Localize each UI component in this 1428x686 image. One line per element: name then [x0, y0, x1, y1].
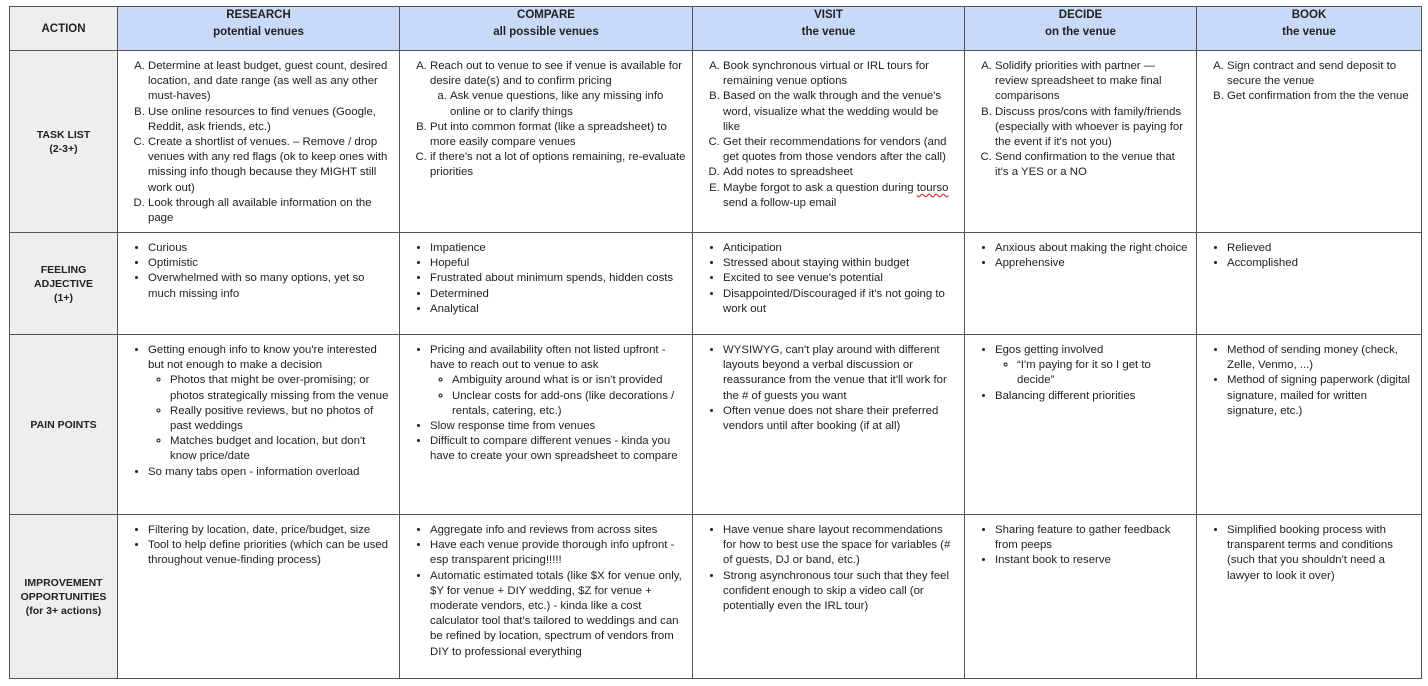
list-item: B. Get confirmation from the the venue	[1227, 89, 1415, 104]
list-item: • Aggregate info and reviews from across sites	[430, 523, 686, 538]
pain-book-cell	[1197, 335, 1422, 515]
list-item: • Impatience	[430, 241, 686, 256]
task-list-row	[10, 51, 1422, 233]
list-item: • WYSIWYG, can't play around with different layouts beyond a verbal discussion or reassurance from the venue that it'll work for the # of guests you want	[723, 343, 958, 404]
header-row	[10, 7, 1422, 51]
pain-research-cell	[118, 335, 400, 515]
list-item: • Sharing feature to gather feedback from peeps	[995, 523, 1190, 553]
list-item: • Slow response time from venues	[430, 419, 686, 434]
task-book-cell	[1197, 51, 1422, 233]
list-item: ◦ Photos that might be over-promising; or photos strategically missing from the venue	[170, 373, 393, 403]
stage-name: RESEARCH	[226, 9, 291, 21]
improvement-row	[10, 515, 1422, 679]
list-item: • Pricing and availability often not listed upfront - have to reach out to venue to ask ◦ Ambiguity around what is or isn't provided ◦ Unclear costs for add-ons (like decorations / rentals, catering, etc.)	[430, 343, 686, 419]
feeling-visit-cell	[693, 233, 965, 335]
list-item: C. Get their recommendations for vendors (and get quotes from those vendors after the call)	[723, 135, 958, 165]
list-item: • Disappointed/Discouraged if it's not going to work out	[723, 287, 958, 317]
list-item: ◦ Ambiguity around what is or isn't provided	[452, 373, 686, 388]
list-item: a. Ask venue questions, like any missing info online or to clarify things	[450, 89, 686, 119]
list-item: ◦ Really positive reviews, but no photos of past weddings	[170, 404, 393, 434]
stage-book	[1197, 7, 1422, 51]
list-item: • Balancing different priorities	[995, 389, 1190, 404]
list-item: ◦ “I'm paying for it so I get to decide”	[1017, 358, 1190, 388]
list-item: B. Use online resources to find venues (Google, Reddit, ask friends, etc.)	[148, 105, 393, 135]
list-item: • Simplified booking process with transparent terms and conditions (such that you shouldn't need a lawyer to look it over)	[1227, 523, 1415, 584]
list-item: • Stressed about staying within budget	[723, 256, 958, 271]
pain-visit-cell	[693, 335, 965, 515]
list-item: • Have venue share layout recommendations for how to best use the space for variables (# of guests, DJ or band, etc.)	[723, 523, 958, 569]
list-item: • Excited to see venue's potential	[723, 271, 958, 286]
list-item: C. if there's not a lot of options remaining, re-evaluate priorities	[430, 150, 686, 180]
list-item: • Anxious about making the right choice	[995, 241, 1190, 256]
list-item: C. Send confirmation to the venue that it's a YES or a NO	[995, 150, 1190, 180]
list-item: • Curious	[148, 241, 393, 256]
task-decide-cell	[965, 51, 1197, 233]
list-item: • Overwhelmed with so many options, yet so much missing info	[148, 271, 393, 301]
action-header: ACTION	[10, 7, 118, 51]
journey-map-table	[9, 6, 1422, 679]
stage-name: COMPARE	[517, 9, 575, 21]
list-item: • Relieved	[1227, 241, 1415, 256]
list-item: • Method of sending money (check, Zelle, Venmo, ...)	[1227, 343, 1415, 373]
list-item: A. Sign contract and send deposit to secure the venue	[1227, 59, 1415, 89]
feeling-row	[10, 233, 1422, 335]
improve-decide-cell	[965, 515, 1197, 679]
list-item: • Instant book to reserve	[995, 553, 1190, 568]
list-item: • Getting enough info to know you're interested but not enough to make a decision ◦ Photos that might be over-promising; or photos strategically missing from the venue ◦ Really positive reviews, but no photos of past weddings ◦ Matches budget and location, but don't know price/date	[148, 343, 393, 465]
row-label-pain-points: PAIN POINTS	[10, 335, 118, 515]
list-item: • Egos getting involved ◦ “I'm paying for it so I get to decide”	[995, 343, 1190, 389]
stage-visit	[693, 7, 965, 51]
pain-compare-cell	[400, 335, 693, 515]
row-label-task-list: TASK LIST (2-3+)	[10, 51, 118, 233]
list-item: • Filtering by location, date, price/budget, size	[148, 523, 393, 538]
stage-decide	[965, 7, 1197, 51]
list-item: • Optimistic	[148, 256, 393, 271]
task-research-cell	[118, 51, 400, 233]
feeling-research-cell	[118, 233, 400, 335]
list-item: • Strong asynchronous tour such that they feel confident enough to skip a video call (or potentially even the IRL tour)	[723, 569, 958, 615]
task-visit-cell	[693, 51, 965, 233]
list-item: • Determined	[430, 287, 686, 302]
list-item: • Have each venue provide thorough info upfront - esp transparent pricing!!!!!	[430, 538, 686, 568]
stage-sub: the venue	[1282, 26, 1336, 38]
row-label-improvement: IMPROVEMENT OPPORTUNITIES (for 3+ actions)	[10, 515, 118, 679]
pain-decide-cell	[965, 335, 1197, 515]
list-item: ◦ Unclear costs for add-ons (like decorations / rentals, catering, etc.)	[452, 389, 686, 419]
list-item: • Automatic estimated totals (like $X for venue only, $Y for venue + DIY wedding, $Z for venue + moderate vendors, etc.) - kinda like a cost calculator tool that's tailored to weddings and can be refined by location, spectrum of vendors from DIY to professional everything	[430, 569, 686, 660]
list-item: B. Based on the walk through and the venue's word, visualize what the wedding would be like	[723, 89, 958, 135]
task-compare-cell	[400, 51, 693, 233]
list-item: B. Discuss pros/cons with family/friends (especially with whoever is paying for the event if it's not you)	[995, 105, 1190, 151]
list-item: ◦ Matches budget and location, but don't know price/date	[170, 434, 393, 464]
feeling-book-cell	[1197, 233, 1422, 335]
list-item: • Difficult to compare different venues - kinda you have to create your own spreadsheet to compare	[430, 434, 686, 464]
list-item: C. Create a shortlist of venues. – Remove / drop venues with any red flags (ok to keep ones with missing info though because they MIGHT still work out)	[148, 135, 393, 196]
spelling-error-word: tourso	[916, 181, 949, 194]
list-item: A. Solidify priorities with partner — review spreadsheet to make final comparisons	[995, 59, 1190, 105]
list-item: A. Determine at least budget, guest count, desired location, and date range (as well as any other must-haves)	[148, 59, 393, 105]
improve-research-cell	[118, 515, 400, 679]
list-item: • Frustrated about minimum spends, hidden costs	[430, 271, 686, 286]
list-item: • Often venue does not share their preferred vendors until after booking (if at all)	[723, 404, 958, 434]
list-item: A. Book synchronous virtual or IRL tours for remaining venue options	[723, 59, 958, 89]
list-item: • Method of signing paperwork (digital signature, mailed for written signature, etc.)	[1227, 373, 1415, 419]
improve-compare-cell	[400, 515, 693, 679]
pain-points-row	[10, 335, 1422, 515]
stage-name: BOOK	[1291, 9, 1327, 21]
list-item: B. Put into common format (like a spreadsheet) to more easily compare venues	[430, 120, 686, 150]
list-item: • Apprehensive	[995, 256, 1190, 271]
list-item: • Accomplished	[1227, 256, 1415, 271]
list-item: • Hopeful	[430, 256, 686, 271]
stage-name: VISIT	[814, 9, 843, 21]
stage-research	[118, 7, 400, 51]
stage-sub: on the venue	[1045, 26, 1116, 38]
stage-compare	[400, 7, 693, 51]
feeling-compare-cell	[400, 233, 693, 335]
stage-sub: all possible venues	[493, 26, 599, 38]
list-item: • So many tabs open - information overload	[148, 465, 393, 480]
stage-sub: the venue	[801, 26, 856, 38]
row-label-feeling: FEELING ADJECTIVE (1+)	[10, 233, 118, 335]
list-item: A. Reach out to venue to see if venue is available for desire date(s) and to confirm pricing a. Ask venue questions, like any missing info online or to clarify things	[430, 59, 686, 120]
improve-visit-cell	[693, 515, 965, 679]
stage-name: DECIDE	[1058, 9, 1103, 21]
list-item: D. Add notes to spreadsheet	[723, 165, 958, 180]
feeling-decide-cell	[965, 233, 1197, 335]
list-item: • Analytical	[430, 302, 686, 317]
list-item: • Anticipation	[723, 241, 958, 256]
list-item: • Tool to help define priorities (which can be used throughout venue-finding process)	[148, 538, 393, 568]
stage-sub: potential venues	[213, 26, 304, 38]
improve-book-cell	[1197, 515, 1422, 679]
list-item: D. Look through all available information on the page	[148, 196, 393, 226]
list-item: E. Maybe forgot to ask a question during tourso send a follow-up email	[723, 181, 958, 211]
